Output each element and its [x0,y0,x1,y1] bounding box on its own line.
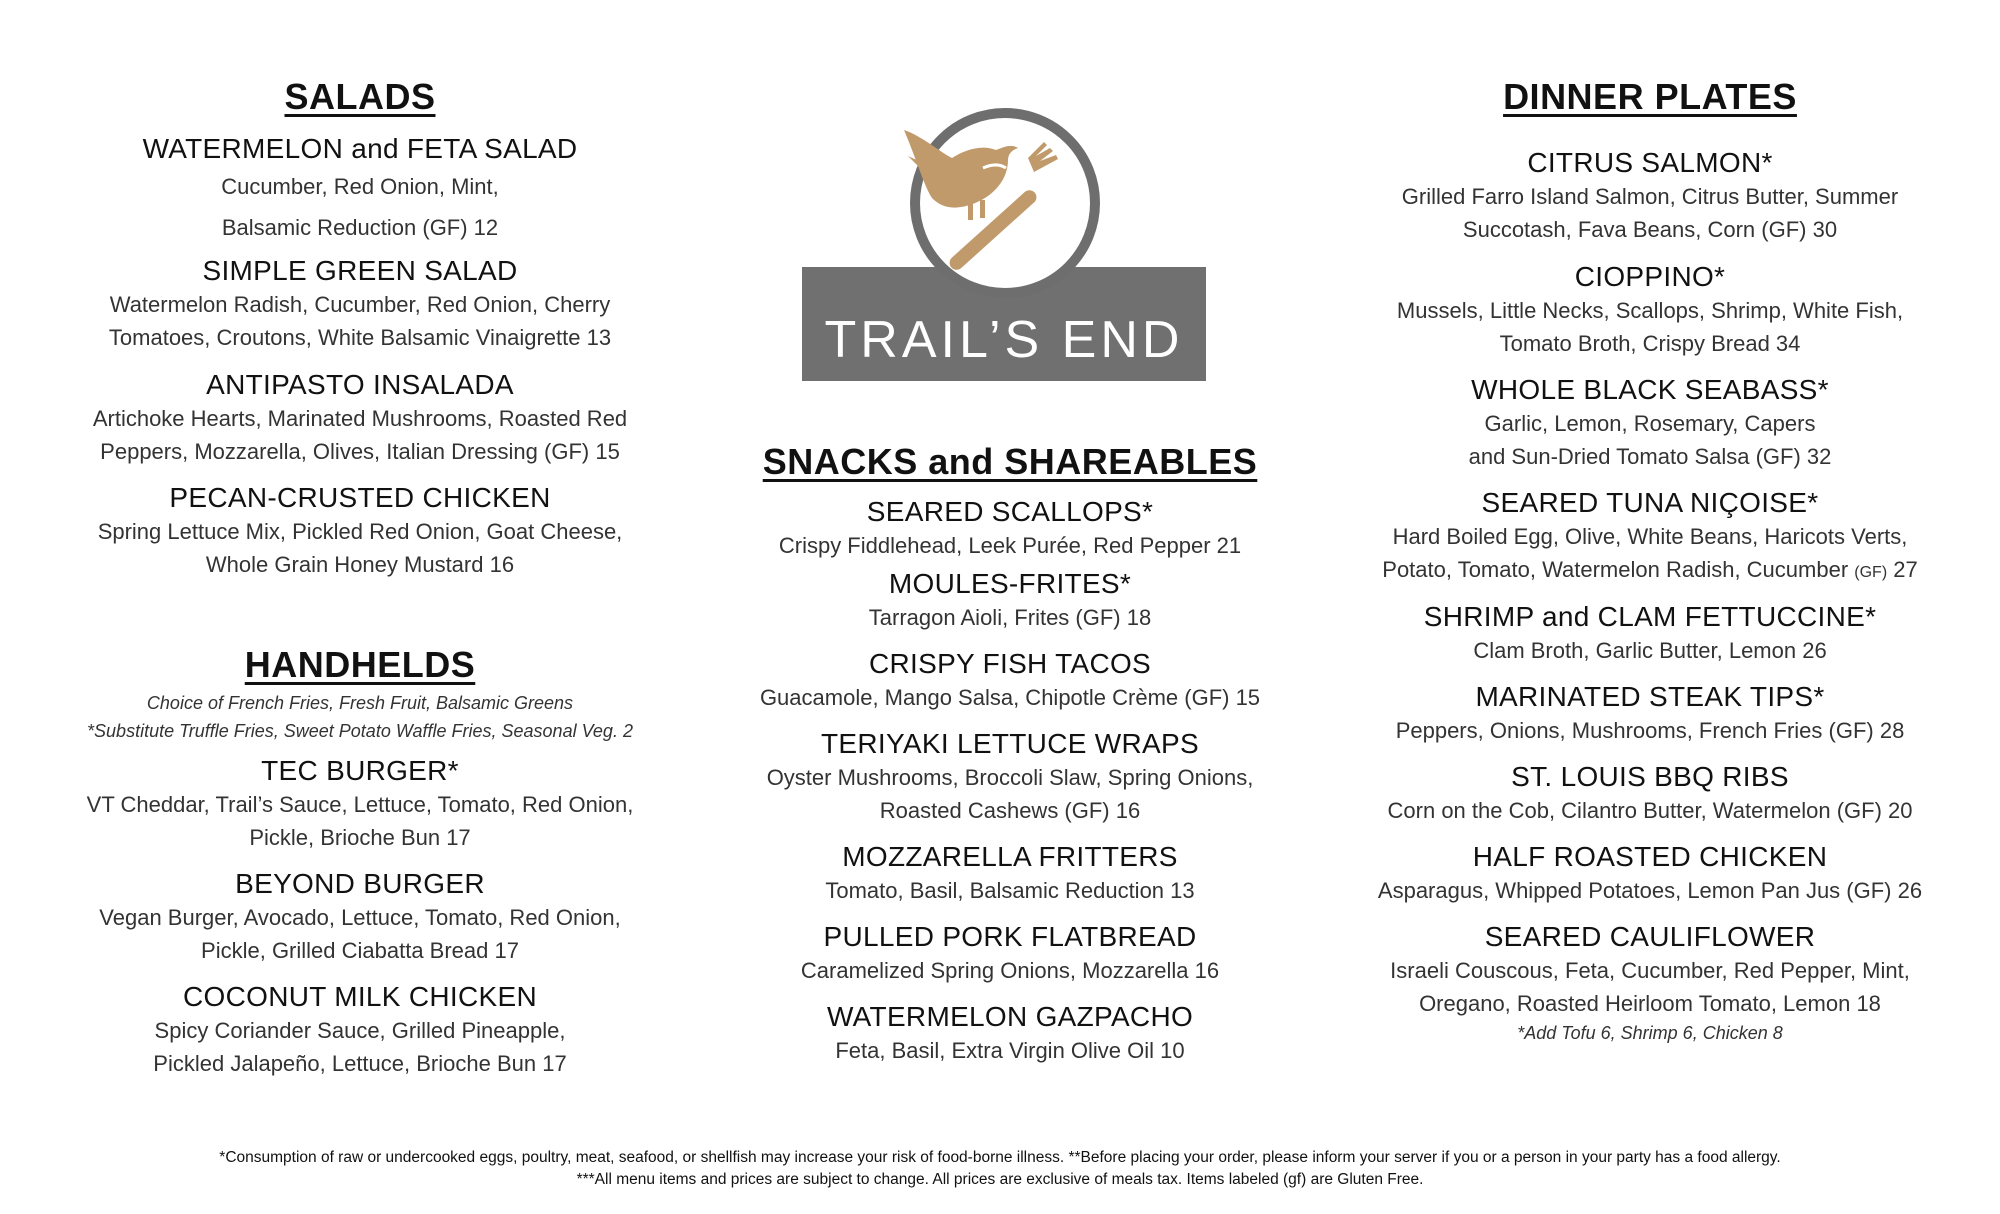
item-description: Corn on the Cob, Cilantro Butter, Watermelon (GF) 20 [1387,798,1913,823]
menu-item [1330,840,1970,907]
item-name: CRISPY FISH TACOS [868,648,1152,679]
item-name: CIOPPINO* [1574,261,1726,292]
menu-item [690,920,1330,987]
item-name: WATERMELON and FETA SALAD [142,133,578,164]
item-name: TEC BURGER* [261,755,459,786]
menu-item [1330,146,1970,246]
menu-item [40,980,680,1080]
menu-item [40,132,680,248]
menu-item [40,867,680,967]
item-description: Caramelized Spring Onions, Mozzarella 16 [800,958,1220,983]
menu-item [40,368,680,468]
item-name: HALF ROASTED CHICKEN [1472,841,1828,872]
item-name: PECAN-CRUSTED CHICKEN [169,482,551,513]
menu-item [690,647,1330,714]
item-description: Tomato, Basil, Balsamic Reduction 13 [825,878,1195,903]
item-description: Garlic, Lemon, Rosemary, Capers and Sun-Dried Tomato Salsa (GF) 32 [1468,411,1832,469]
item-name: WHOLE BLACK SEABASS* [1471,374,1829,405]
logo-text: TRAIL’S END [824,311,1184,369]
trails-end-logo [800,100,1210,385]
menu-item [40,254,680,354]
menu-item [1330,920,1970,1046]
item-description: Vegan Burger, Avocado, Lettuce, Tomato, Red Onion, Pickle, Grilled Ciabatta Bread 17 [99,905,621,963]
salads-heading: SALADS [284,76,436,117]
menu-item [690,840,1330,907]
item-name: SEARED SCALLOPS* [866,496,1154,527]
item-name: MARINATED STEAK TIPS* [1475,681,1825,712]
footer-line: *Consumption of raw or undercooked eggs, poultry, meat, seafood, or shellfish may increase your risk of food-borne illness. **Before placing your order, please inform your server if you or a person in your party has a food allergy. [219,1149,1781,1166]
item-description: Spring Lettuce Mix, Pickled Red Onion, Goat Cheese, Whole Grain Honey Mustard 16 [97,519,623,577]
item-description: VT Cheddar, Trail’s Sauce, Lettuce, Tomato, Red Onion, Pickle, Brioche Bun 17 [86,792,634,850]
item-description: Grilled Farro Island Salmon, Citrus Butter, Summer Succotash, Fava Beans, Corn (GF) 30 [1401,184,1899,242]
menu-item [40,754,680,854]
item-description: Spicy Coriander Sauce, Grilled Pineapple, Pickled Jalapeño, Lettuce, Brioche Bun 17 [153,1018,567,1076]
item-name: ANTIPASTO INSALADA [206,369,514,400]
item-description: Asparagus, Whipped Potatoes, Lemon Pan Jus (GF) 26 [1377,878,1923,903]
item-description: Crispy Fiddlehead, Leek Purée, Red Pepper 21 [778,533,1242,558]
menu-item [690,495,1330,562]
item-name: SHRIMP and CLAM FETTUCCINE* [1423,601,1877,632]
item-description: Guacamole, Mango Salsa, Chipotle Crème (GF) 15 [759,685,1261,710]
menu-item [690,567,1330,634]
item-description: Peppers, Onions, Mushrooms, French Fries (GF) 28 [1395,718,1905,743]
menu-item [1330,260,1970,360]
item-description: Feta, Basil, Extra Virgin Olive Oil 10 [835,1038,1185,1063]
item-name: TERIYAKI LETTUCE WRAPS [821,728,1199,759]
item-name: CITRUS SALMON* [1527,147,1773,178]
item-name: SIMPLE GREEN SALAD [202,255,518,286]
addon-note: *Add Tofu 6, Shrimp 6, Chicken 8 [1517,1023,1783,1043]
item-name: ST. LOUIS BBQ RIBS [1511,761,1789,792]
menu-item [1330,600,1970,667]
item-description: Hard Boiled Egg, Olive, White Beans, Haricots Verts, Potato, Tomato, Watermelon Radish, Cucumber (GF) 27 [1382,524,1918,582]
item-description: Watermelon Radish, Cucumber, Red Onion, Cherry Tomatoes, Croutons, White Balsamic Vinaigrette 13 [108,292,612,350]
menu-item [1330,760,1970,827]
item-description: Israeli Couscous, Feta, Cucumber, Red Pepper, Mint, Oregano, Roasted Heirloom Tomato, Lemon 18 [1390,958,1910,1016]
item-name: PULLED PORK FLATBREAD [823,921,1197,952]
item-description: Cucumber, Red Onion, Mint, Balsamic Reduction (GF) 12 [221,174,499,240]
item-name: SEARED TUNA NIÇOISE* [1481,487,1819,518]
item-description: Tarragon Aioli, Frites (GF) 18 [868,605,1152,630]
menu-item [1330,373,1970,473]
menu-item [1330,486,1970,589]
menu-item [690,1000,1330,1067]
item-description: Mussels, Little Necks, Scallops, Shrimp, White Fish, Tomato Broth, Crispy Bread 34 [1396,298,1904,356]
handhelds-heading: HANDHELDS [244,644,476,685]
footer-line: ***All menu items and prices are subject to change. All prices are exclusive of meals tax. Items labeled (gf) are Gluten Free. [576,1171,1424,1188]
item-name: BEYOND BURGER [235,868,485,899]
menu-item [40,481,680,581]
item-name: COCONUT MILK CHICKEN [183,981,537,1012]
item-description: Oyster Mushrooms, Broccoli Slaw, Spring Onions, Roasted Cashews (GF) 16 [766,765,1254,823]
item-description: Artichoke Hearts, Marinated Mushrooms, Roasted Red Peppers, Mozzarella, Olives, Italian Dressing (GF) 15 [92,406,628,464]
footer-disclaimer [0,1147,2000,1191]
item-name: WATERMELON GAZPACHO [826,1001,1194,1032]
snacks-heading: SNACKS and SHAREABLES [762,441,1258,482]
item-name: MOULES-FRITES* [888,568,1132,599]
menu-item [1330,680,1970,747]
item-description: Clam Broth, Garlic Butter, Lemon 26 [1473,638,1827,663]
menu-item [690,727,1330,827]
item-name: SEARED CAULIFLOWER [1484,921,1816,952]
handhelds-note: Choice of French Fries, Fresh Fruit, Balsamic Greens *Substitute Truffle Fries, Sweet Potato Waffle Fries, Seasonal Veg. 2 [87,693,633,741]
dinner-heading: DINNER PLATES [1503,76,1797,117]
item-name: MOZZARELLA FRITTERS [842,841,1178,872]
